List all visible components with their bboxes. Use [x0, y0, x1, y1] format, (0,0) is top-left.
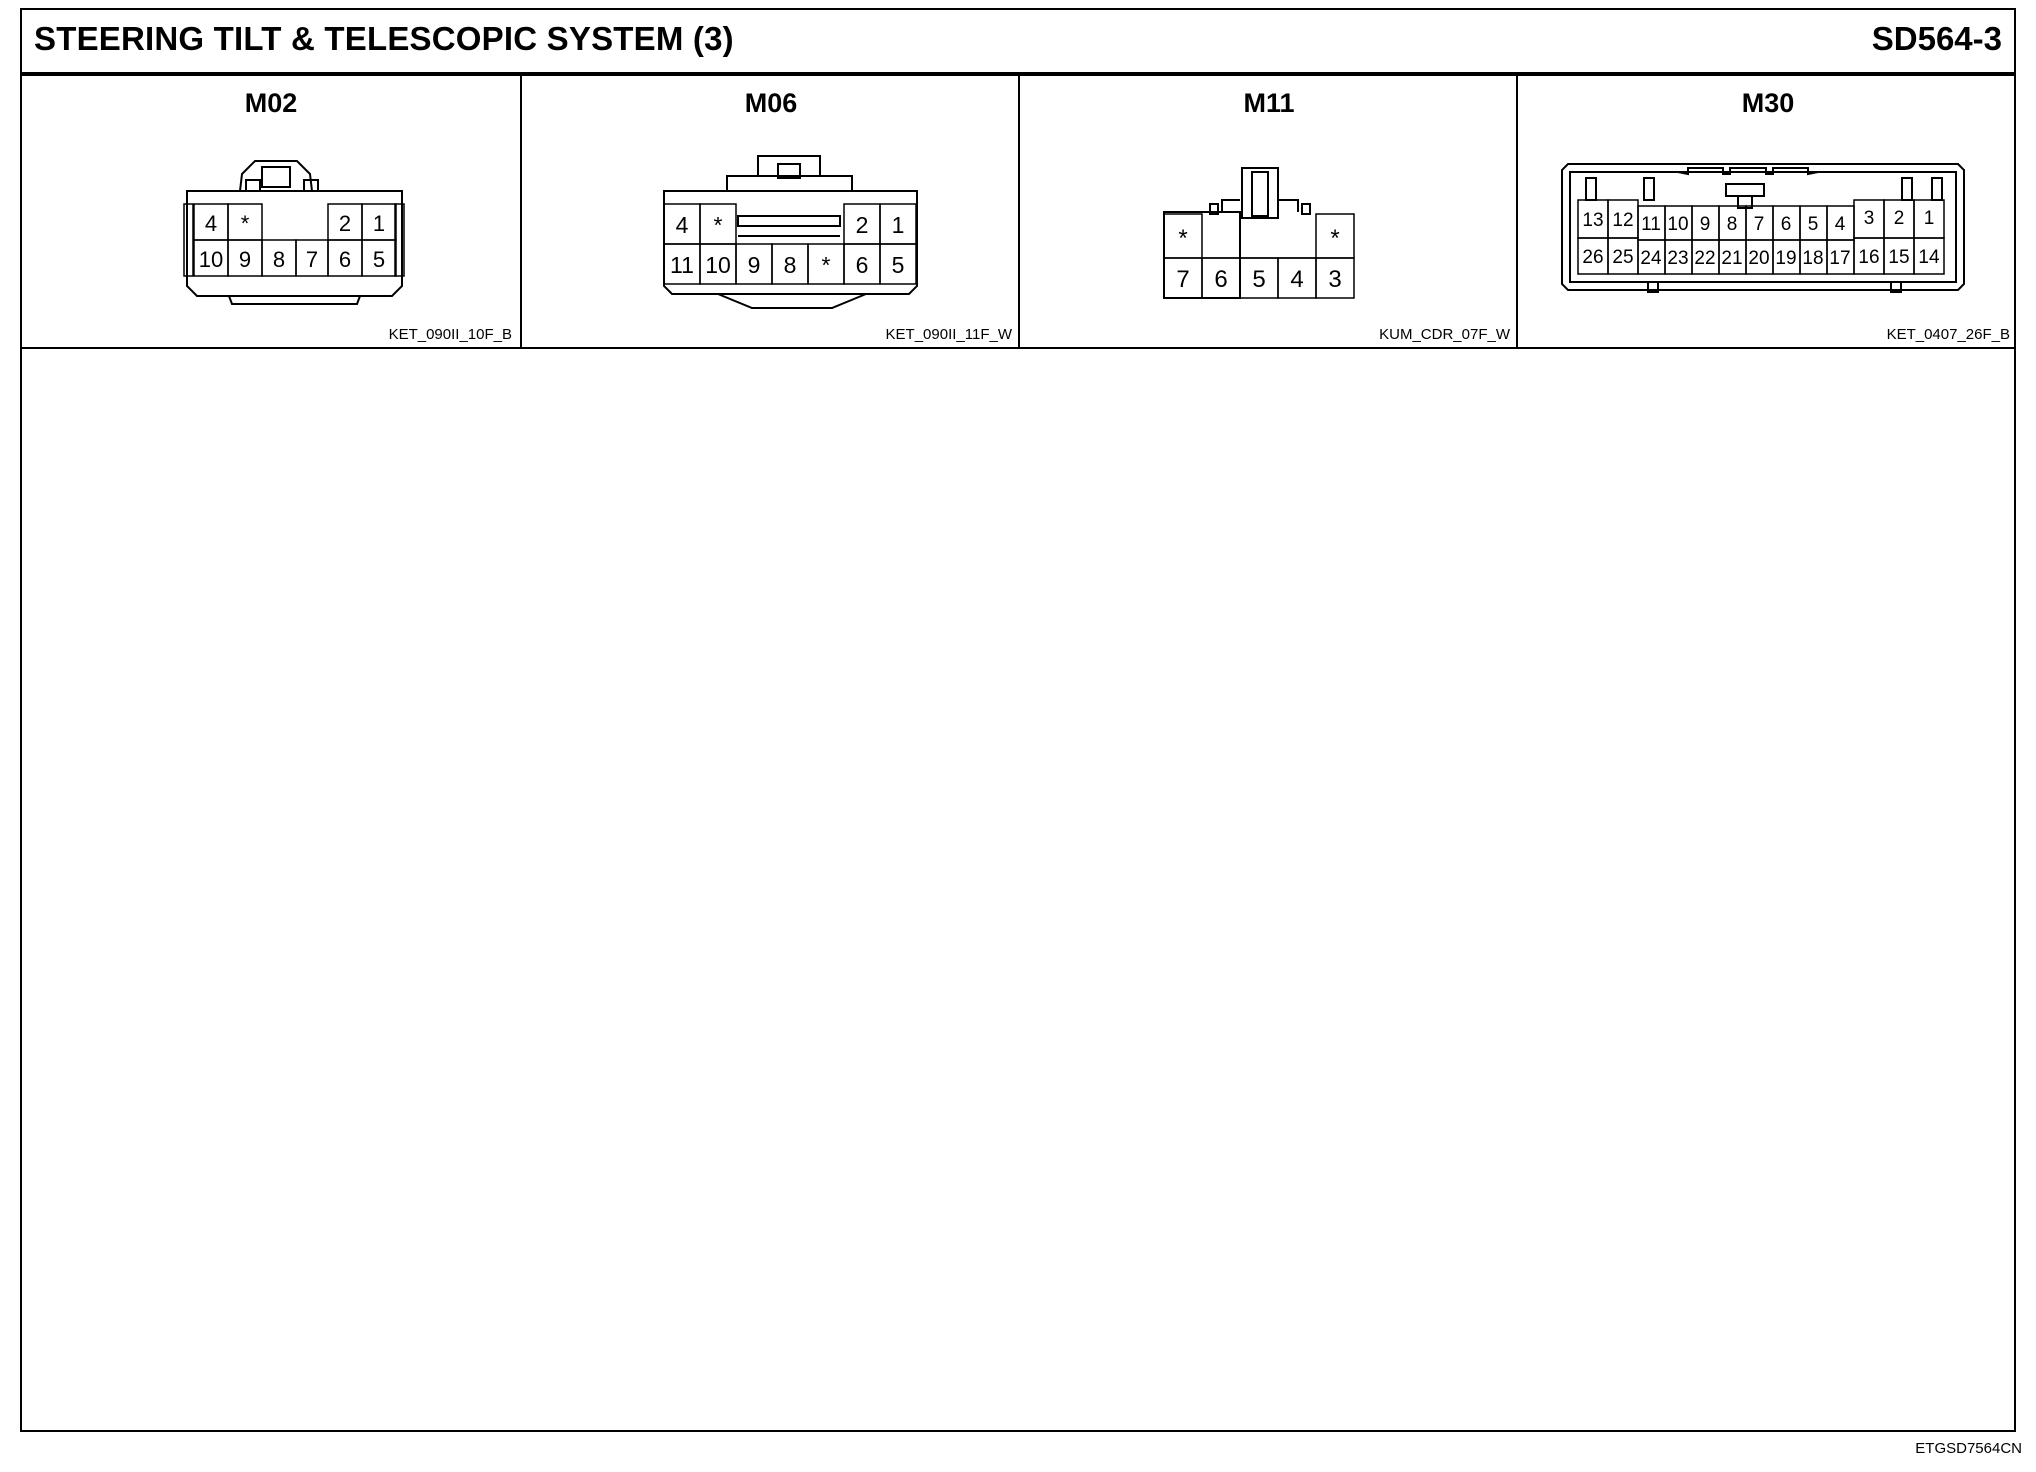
- page-title: STEERING TILT & TELESCOPIC SYSTEM (3): [34, 20, 734, 57]
- pin-label: 14: [1918, 247, 1940, 268]
- pin-label: *: [240, 211, 250, 236]
- pin-label: 3: [1328, 266, 1342, 293]
- pin-label: *: [1330, 225, 1340, 252]
- pin-label: 8: [272, 247, 286, 272]
- pin-label: 10: [705, 252, 731, 278]
- pin-label: 13: [1582, 210, 1604, 231]
- connector-part-number: KET_0407_26F_B: [1886, 326, 2010, 343]
- pin-label: 15: [1888, 247, 1910, 268]
- pin-label: *: [821, 252, 831, 278]
- pin-label: 6: [338, 247, 352, 272]
- pin-label: 6: [1780, 214, 1792, 235]
- blank-diagram-area: [22, 349, 2014, 1430]
- pin-label: 11: [1641, 214, 1661, 235]
- pin-label: 1: [372, 211, 386, 236]
- connector-id: M11: [1243, 88, 1295, 118]
- pin-label: 7: [1753, 214, 1765, 235]
- pin-label: 8: [1726, 214, 1738, 235]
- connector-m11-drawing: [1020, 76, 1518, 347]
- pin-label: 25: [1612, 247, 1634, 268]
- connector-id: M06: [744, 88, 798, 118]
- pin-label: 10: [198, 247, 224, 272]
- pin-label: 21: [1721, 248, 1743, 269]
- connector-panel-m02: [22, 76, 520, 347]
- pin-label: 4: [1834, 214, 1846, 235]
- pin-label: 5: [1252, 266, 1266, 293]
- connector-part-number: KET_090II_10F_B: [388, 326, 512, 343]
- pin-label: 4: [675, 212, 689, 238]
- pin-label: *: [713, 212, 723, 238]
- pin-label: 3: [1863, 208, 1875, 229]
- pin-label: 23: [1667, 248, 1689, 269]
- pin-label: 5: [372, 247, 386, 272]
- pin-label: 20: [1748, 248, 1770, 269]
- pin-cell: [262, 204, 328, 240]
- pin-label: 1: [1923, 208, 1935, 229]
- pin-label: 11: [670, 252, 694, 278]
- pin-label: 9: [238, 247, 252, 272]
- pin-label: 4: [204, 211, 218, 236]
- connector-part-number: KUM_CDR_07F_W: [1379, 326, 1510, 343]
- connector-id: M30: [1741, 88, 1795, 118]
- pin-label: 2: [1893, 208, 1905, 229]
- pin-label: 1: [891, 212, 905, 238]
- pin-label: 17: [1829, 248, 1851, 269]
- pin-label: 19: [1775, 248, 1797, 269]
- pin-label: 2: [338, 211, 352, 236]
- pin-label: 9: [747, 252, 761, 278]
- pin-label: 9: [1699, 214, 1711, 235]
- connector-panel-m06: [520, 76, 1020, 347]
- diagram-frame: [20, 8, 2016, 1432]
- connector-panels: [22, 76, 2014, 349]
- connector-m02-drawing: [22, 76, 520, 347]
- pin-label: 5: [1807, 214, 1819, 235]
- pin-label: 16: [1858, 247, 1880, 268]
- pin-label: 10: [1667, 214, 1689, 235]
- connector-part-number: KET_090II_11F_W: [885, 326, 1012, 343]
- pin-label: 26: [1582, 247, 1604, 268]
- pin-label: 5: [891, 252, 905, 278]
- connector-panel-m11: [1018, 76, 1518, 347]
- pin-label: 24: [1640, 248, 1662, 269]
- connector-m30-drawing: [1518, 76, 2018, 347]
- pin-label: 7: [305, 247, 319, 272]
- pin-label: 6: [1214, 266, 1228, 293]
- pin-label: 8: [783, 252, 797, 278]
- pin-label: 18: [1802, 248, 1824, 269]
- page-code: SD564-3: [1871, 20, 2002, 57]
- title-bar: [22, 10, 2014, 76]
- pin-label: 22: [1694, 248, 1716, 269]
- pin-label: 2: [855, 212, 869, 238]
- pin-label: 6: [855, 252, 869, 278]
- pin-label: 12: [1612, 210, 1634, 231]
- document-id: ETGSD7564CN: [1915, 1440, 2022, 1457]
- connector-id: M02: [244, 88, 298, 118]
- pin-label: 4: [1290, 266, 1304, 293]
- pin-label: 7: [1176, 266, 1190, 293]
- connector-m06-drawing: [522, 76, 1020, 347]
- pin-label: *: [1178, 225, 1188, 252]
- connector-panel-m30: [1516, 76, 2018, 347]
